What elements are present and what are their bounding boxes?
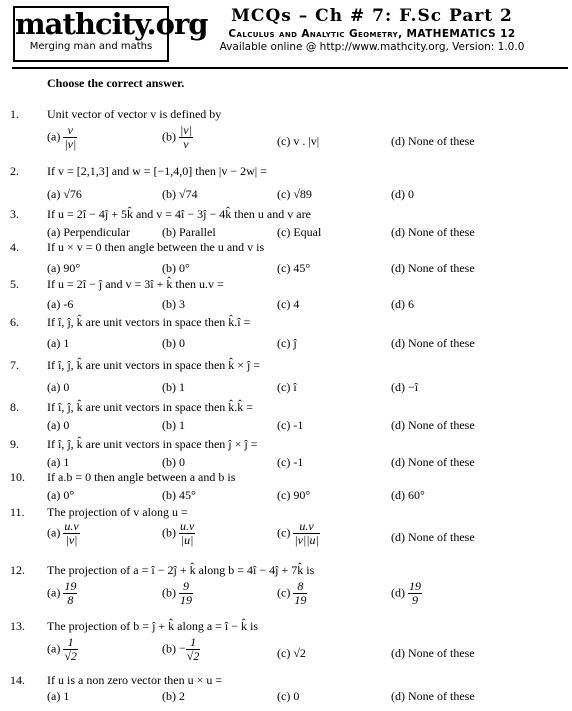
option-value: 0 bbox=[408, 187, 414, 201]
option-a[interactable] bbox=[47, 297, 73, 312]
question-stem: If u is a non zero vector then u × u = bbox=[47, 673, 223, 687]
option-value: 0 bbox=[63, 380, 70, 394]
option-b[interactable] bbox=[162, 418, 185, 433]
option-value: ĵ bbox=[293, 336, 297, 350]
option-d[interactable] bbox=[391, 297, 414, 312]
option-d[interactable] bbox=[391, 488, 425, 503]
option-letter: (a) bbox=[47, 525, 64, 540]
question-number: 6. bbox=[10, 315, 19, 329]
page-subtitle: Calculus and Analytic Geometry, MATHEMATICS 12 bbox=[228, 28, 516, 40]
option-letter: (b) bbox=[162, 225, 179, 239]
option-a[interactable] bbox=[47, 488, 74, 503]
option-letter: (d) bbox=[391, 134, 408, 148]
option-value: √76 bbox=[63, 187, 82, 201]
option-value: 90° bbox=[63, 261, 81, 275]
option-value: $\frac{u.v}{|u|}$ bbox=[180, 519, 195, 547]
option-letter: (d) bbox=[391, 646, 408, 660]
option-d[interactable] bbox=[391, 225, 475, 240]
option-letter: (d) bbox=[391, 488, 408, 502]
option-letter: (a) bbox=[47, 488, 64, 502]
option-b[interactable] bbox=[162, 488, 196, 503]
option-letter: (c) bbox=[277, 418, 294, 432]
option-letter: (a) bbox=[47, 380, 64, 394]
option-letter: (d) bbox=[391, 455, 408, 469]
option-b[interactable] bbox=[162, 124, 193, 151]
option-c[interactable] bbox=[277, 336, 297, 351]
option-letter: (a) bbox=[47, 336, 64, 350]
question-number: 8. bbox=[10, 400, 19, 414]
option-b[interactable] bbox=[162, 689, 185, 704]
option-value: None of these bbox=[408, 336, 475, 350]
option-c[interactable] bbox=[277, 187, 312, 202]
option-letter: (a) bbox=[47, 641, 64, 656]
option-c[interactable] bbox=[277, 134, 319, 149]
option-letter: (d) bbox=[391, 297, 408, 311]
option-value: 0° bbox=[179, 261, 190, 275]
option-letter: (d) bbox=[391, 225, 408, 239]
logo-text: mathcity.org bbox=[15, 7, 208, 41]
option-value: $\frac{19}{8}$ bbox=[64, 579, 77, 607]
option-value: 6 bbox=[408, 297, 414, 311]
option-value: − $\frac{1}{√2}$ bbox=[179, 635, 200, 663]
option-value: None of these bbox=[408, 225, 475, 239]
option-value: -1 bbox=[293, 418, 304, 432]
option-value: $\frac{|v|}{v}$ bbox=[180, 123, 192, 151]
option-d[interactable] bbox=[391, 455, 475, 470]
option-letter: (a) bbox=[47, 187, 64, 201]
option-letter: (a) bbox=[47, 225, 64, 239]
option-b[interactable] bbox=[162, 225, 216, 240]
question-stem: The projection of v along u = bbox=[47, 505, 188, 519]
option-c[interactable] bbox=[277, 520, 320, 547]
option-a[interactable] bbox=[47, 689, 69, 704]
option-b[interactable] bbox=[162, 336, 185, 351]
question-stem: If u = 2î − ĵ and v = 3î + k̂ then u.v = bbox=[47, 277, 224, 291]
option-d[interactable] bbox=[391, 380, 418, 395]
option-letter: (d) bbox=[391, 418, 408, 432]
option-value: −î bbox=[408, 380, 419, 394]
option-value: Parallel bbox=[179, 225, 216, 239]
option-value: None of these bbox=[408, 261, 475, 275]
option-b[interactable] bbox=[162, 520, 195, 547]
option-value: 1 bbox=[63, 455, 70, 469]
option-value: √2 bbox=[293, 646, 306, 660]
option-value: 45° bbox=[293, 261, 311, 275]
option-c[interactable] bbox=[277, 455, 303, 470]
option-letter: (b) bbox=[162, 689, 179, 703]
option-a[interactable] bbox=[47, 580, 77, 607]
question-number: 7. bbox=[10, 358, 19, 372]
option-letter: (d) bbox=[391, 261, 408, 275]
option-value: 4 bbox=[293, 297, 300, 311]
option-letter: (a) bbox=[47, 297, 64, 311]
option-value: 1 bbox=[179, 380, 185, 394]
option-letter: (b) bbox=[162, 455, 179, 469]
option-value: 1 bbox=[63, 689, 70, 703]
option-b[interactable] bbox=[162, 380, 185, 395]
option-value: √74 bbox=[179, 187, 198, 201]
question-stem: If u × v = 0 then angle between the u and v is bbox=[47, 240, 265, 254]
option-value: None of these bbox=[408, 455, 475, 469]
option-value: None of these bbox=[408, 689, 475, 703]
option-a[interactable] bbox=[47, 225, 130, 240]
option-value: Equal bbox=[293, 225, 322, 239]
option-letter: (b) bbox=[162, 418, 179, 432]
option-d[interactable] bbox=[391, 336, 475, 351]
question-number: 3. bbox=[10, 207, 19, 221]
option-letter: (a) bbox=[47, 129, 64, 144]
option-a[interactable] bbox=[47, 187, 82, 202]
option-b[interactable] bbox=[162, 187, 198, 202]
option-a[interactable] bbox=[47, 380, 69, 395]
option-c[interactable] bbox=[277, 380, 297, 395]
question-stem: If î, ĵ, k̂ are unit vectors in space then k̂ × ĵ = bbox=[47, 358, 261, 372]
option-value: $\frac{u.v}{|v||u|}$ bbox=[294, 519, 319, 547]
page-title: MCQs – Ch # 7: F.Sc Part 2 bbox=[231, 6, 513, 26]
question-stem: If î, ĵ, k̂ are unit vectors in space then ĵ × ĵ = bbox=[47, 437, 258, 451]
option-letter: (d) bbox=[391, 530, 408, 544]
option-letter: (b) bbox=[162, 585, 179, 600]
option-a[interactable] bbox=[47, 520, 80, 547]
option-d[interactable] bbox=[391, 187, 414, 202]
option-value: 1 bbox=[63, 336, 70, 350]
option-value: 2 bbox=[179, 689, 185, 703]
option-letter: (c) bbox=[277, 585, 294, 600]
question-stem: If î, ĵ, k̂ are unit vectors in space then k̂.k̂ = bbox=[47, 400, 254, 414]
option-letter: (d) bbox=[391, 187, 408, 201]
option-value: Perpendicular bbox=[63, 225, 130, 239]
option-b[interactable] bbox=[162, 261, 190, 276]
option-letter: (c) bbox=[277, 187, 294, 201]
option-letter: (c) bbox=[277, 455, 294, 469]
option-letter: (c) bbox=[277, 225, 294, 239]
site-logo bbox=[13, 6, 208, 62]
option-c[interactable] bbox=[277, 689, 299, 704]
option-d[interactable] bbox=[391, 261, 475, 276]
question-stem: If î, ĵ, k̂ are unit vectors in space then k̂.î = bbox=[47, 315, 251, 329]
question-number: 2. bbox=[10, 164, 19, 178]
option-letter: (c) bbox=[277, 380, 294, 394]
option-value: None of these bbox=[408, 418, 475, 432]
option-letter: (b) bbox=[162, 488, 179, 502]
option-d[interactable] bbox=[391, 580, 422, 607]
option-value: $\frac{v}{|v|}$ bbox=[64, 123, 77, 151]
option-value: None of these bbox=[408, 134, 475, 148]
option-c[interactable] bbox=[277, 580, 307, 607]
option-letter: (b) bbox=[162, 525, 179, 540]
option-d[interactable] bbox=[391, 134, 475, 149]
option-value: $\frac{u.v}{|v|}$ bbox=[64, 519, 79, 547]
option-letter: (c) bbox=[277, 525, 294, 540]
option-c[interactable] bbox=[277, 297, 299, 312]
option-letter: (d) bbox=[391, 380, 408, 394]
question-number: 5. bbox=[10, 277, 19, 291]
option-letter: (b) bbox=[162, 380, 179, 394]
option-letter: (d) bbox=[391, 585, 408, 600]
option-value: 90° bbox=[293, 488, 311, 502]
option-letter: (d) bbox=[391, 689, 408, 703]
question-stem: If u = 2î − 4ĵ + 5k̂ and v = 4î − 3ĵ − 4k̂ then u and v are bbox=[47, 207, 311, 221]
option-letter: (c) bbox=[277, 261, 294, 275]
question-number: 1. bbox=[10, 107, 19, 121]
option-letter: (b) bbox=[162, 129, 179, 144]
option-value: 0 bbox=[63, 418, 70, 432]
option-c[interactable] bbox=[277, 418, 303, 433]
option-value: 0 bbox=[179, 455, 185, 469]
instruction: Choose the correct answer. bbox=[47, 76, 185, 90]
question-stem: The projection of a = î − 2ĵ + k̂ along b = 4î − 4ĵ + 7k̂ is bbox=[47, 563, 315, 577]
option-value: v . |v| bbox=[293, 134, 320, 148]
option-letter: (a) bbox=[47, 455, 64, 469]
option-d[interactable] bbox=[391, 646, 475, 661]
option-value: 45° bbox=[179, 488, 196, 502]
option-value: 0° bbox=[63, 488, 75, 502]
question-number: 9. bbox=[10, 437, 19, 451]
page-header bbox=[176, 6, 568, 53]
option-letter: (b) bbox=[162, 297, 179, 311]
option-b[interactable] bbox=[162, 297, 185, 312]
option-letter: (c) bbox=[277, 134, 294, 148]
question-stem: The projection of b = ĵ + k̂ along a = î − k̂ is bbox=[47, 619, 259, 633]
option-value: 0 bbox=[293, 689, 300, 703]
option-value: None of these bbox=[408, 530, 475, 544]
option-a[interactable] bbox=[47, 261, 80, 276]
option-letter: (b) bbox=[162, 641, 179, 656]
option-c[interactable] bbox=[277, 488, 310, 503]
option-value: √89 bbox=[293, 187, 312, 201]
option-b[interactable] bbox=[162, 580, 193, 607]
option-letter: (c) bbox=[277, 336, 294, 350]
option-letter: (d) bbox=[391, 336, 408, 350]
option-a[interactable] bbox=[47, 124, 77, 151]
option-d[interactable] bbox=[391, 530, 475, 545]
option-value: $\frac{8}{19}$ bbox=[294, 579, 307, 607]
option-a[interactable] bbox=[47, 455, 69, 470]
option-value: î bbox=[293, 380, 297, 394]
option-value: $\frac{19}{9}$ bbox=[409, 579, 421, 607]
option-letter: (c) bbox=[277, 646, 294, 660]
option-a[interactable] bbox=[47, 418, 69, 433]
option-value: $\frac{1}{√2}$ bbox=[64, 635, 77, 663]
option-value: -1 bbox=[293, 455, 304, 469]
option-letter: (c) bbox=[277, 689, 294, 703]
question-number: 10. bbox=[10, 470, 25, 484]
availability-line: Available online @ http://www.mathcity.org, Version: 1.0.0 bbox=[219, 41, 525, 53]
question-stem: If a.b = 0 then angle between a and b is bbox=[47, 470, 236, 484]
option-letter: (a) bbox=[47, 585, 64, 600]
option-letter: (a) bbox=[47, 418, 64, 432]
question-number: 14. bbox=[10, 673, 25, 687]
question-number: 12. bbox=[10, 563, 25, 577]
option-letter: (b) bbox=[162, 261, 179, 275]
option-value: 1 bbox=[179, 418, 185, 432]
option-c[interactable] bbox=[277, 261, 310, 276]
option-b[interactable] bbox=[162, 455, 185, 470]
question-number: 11. bbox=[10, 505, 25, 519]
option-c[interactable] bbox=[277, 646, 306, 661]
question-stem: Unit vector of vector v is defined by bbox=[47, 107, 222, 121]
logo-tagline: Merging man and maths bbox=[29, 41, 153, 52]
option-value: $\frac{9}{19}$ bbox=[180, 579, 192, 607]
option-b[interactable] bbox=[162, 636, 200, 663]
option-a[interactable] bbox=[47, 636, 78, 663]
option-c[interactable] bbox=[277, 225, 321, 240]
option-a[interactable] bbox=[47, 336, 69, 351]
option-value: None of these bbox=[408, 646, 475, 660]
option-d[interactable] bbox=[391, 689, 475, 704]
option-d[interactable] bbox=[391, 418, 475, 433]
option-value: 60° bbox=[408, 488, 425, 502]
option-value: 3 bbox=[179, 297, 185, 311]
header-divider bbox=[12, 67, 568, 69]
option-value: 0 bbox=[179, 336, 185, 350]
option-value: -6 bbox=[63, 297, 74, 311]
option-letter: (c) bbox=[277, 488, 294, 502]
option-letter: (b) bbox=[162, 187, 179, 201]
option-letter: (a) bbox=[47, 689, 64, 703]
option-letter: (c) bbox=[277, 297, 294, 311]
question-number: 13. bbox=[10, 619, 25, 633]
option-letter: (b) bbox=[162, 336, 179, 350]
question-stem: If v = [2,1,3] and w = [−1,4,0] then |v − 2w| = bbox=[47, 164, 267, 178]
option-letter: (a) bbox=[47, 261, 64, 275]
question-number: 4. bbox=[10, 240, 19, 254]
